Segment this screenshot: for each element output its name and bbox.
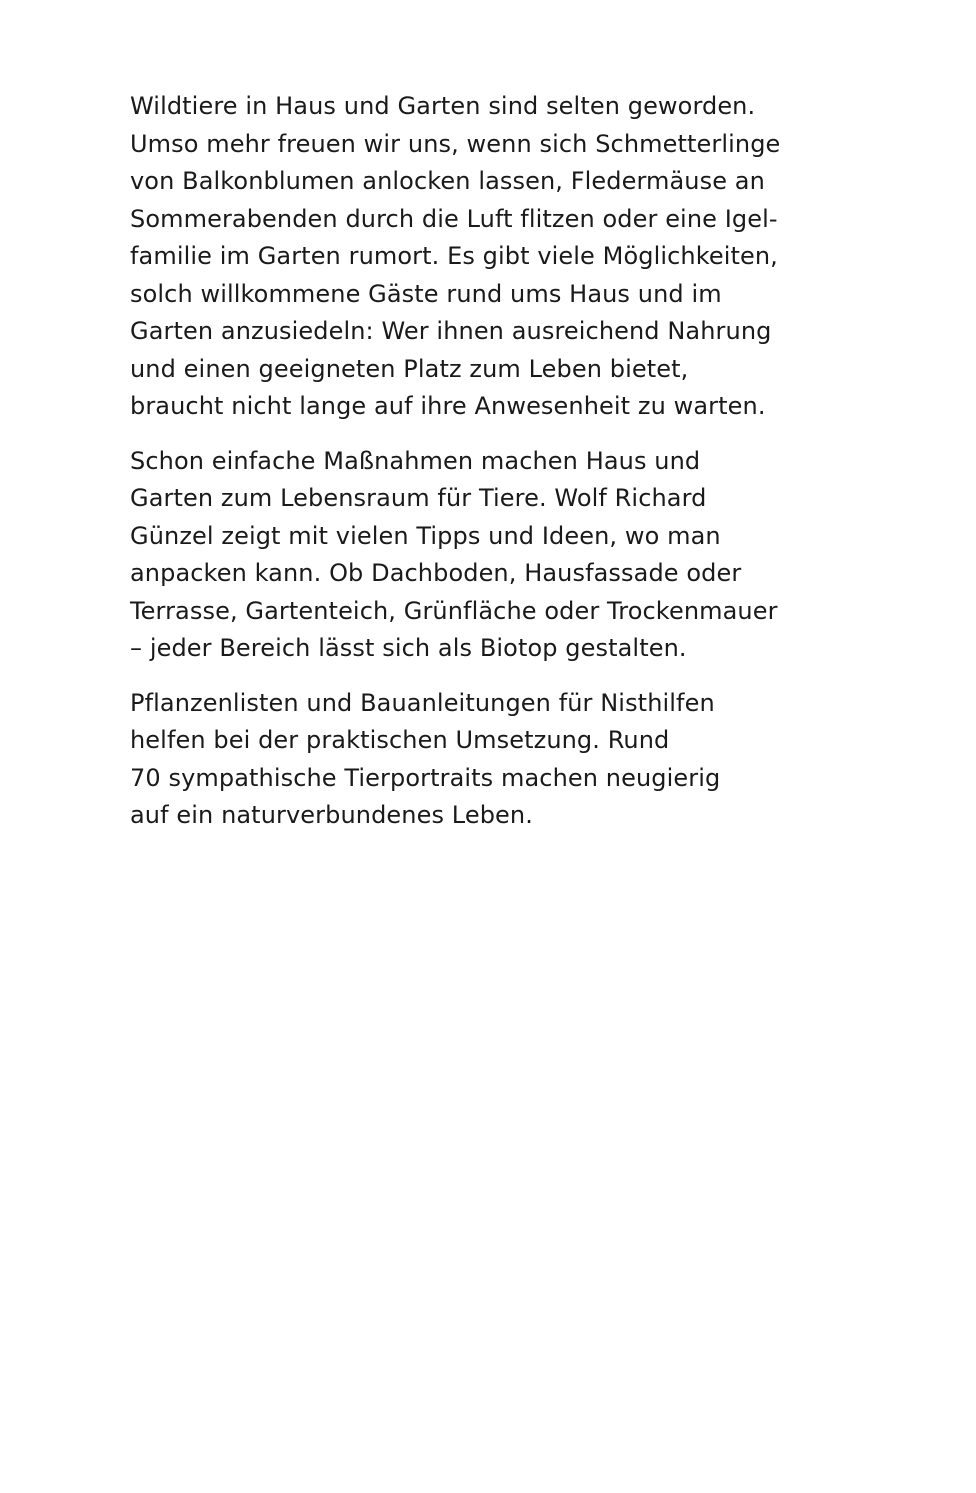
text-line: Sommerabenden durch die Luft flitzen oder eine Igel- — [130, 204, 778, 233]
text-line: Wildtiere in Haus und Garten sind selten geworden. — [130, 92, 756, 120]
text-line: anpacken kann. Ob Dachboden, Hausfassade oder — [130, 559, 742, 587]
text-line: – jeder Bereich lässt sich als Biotop gestalten. — [130, 634, 687, 662]
text-line: Günzel zeigt mit vielen Tipps und Ideen, wo man — [130, 521, 721, 550]
text-line: auf ein naturverbundenes Leben. — [130, 801, 533, 829]
text-line: braucht nicht lange auf ihre Anwesenheit zu warten. — [130, 392, 766, 420]
text-line: Terrasse, Gartenteich, Grünfläche oder Trockenmauer — [130, 596, 778, 625]
text-line: von Balkonblumen anlocken lassen, Fledermäuse an — [130, 167, 765, 195]
text-line: Garten zum Lebensraum für Tiere. Wolf Richard — [130, 484, 707, 512]
text-line: Umso mehr freuen wir uns, wenn sich Schmetterlinge — [130, 129, 781, 158]
paragraph-intro — [130, 88, 830, 426]
body-text — [130, 88, 830, 852]
paragraph-closing — [130, 685, 830, 835]
text-line: helfen bei der praktischen Umsetzung. Rund — [130, 726, 670, 754]
text-line: familie im Garten rumort. Es gibt viele Möglichkeiten, — [130, 242, 778, 270]
text-line: Schon einfache Maßnahmen machen Haus und — [130, 446, 701, 475]
paragraph-measures — [130, 443, 830, 668]
text-line: Pflanzenlisten und Bauanleitungen für Nisthilfen — [130, 688, 715, 717]
text-line: solch willkommene Gäste rund ums Haus und im — [130, 279, 722, 308]
text-line: 70 sympathische Tierportraits machen neugierig — [130, 763, 721, 792]
text-line: Garten anzusiedeln: Wer ihnen ausreichend Nahrung — [130, 317, 772, 345]
text-line: und einen geeigneten Platz zum Leben bietet, — [130, 354, 689, 383]
